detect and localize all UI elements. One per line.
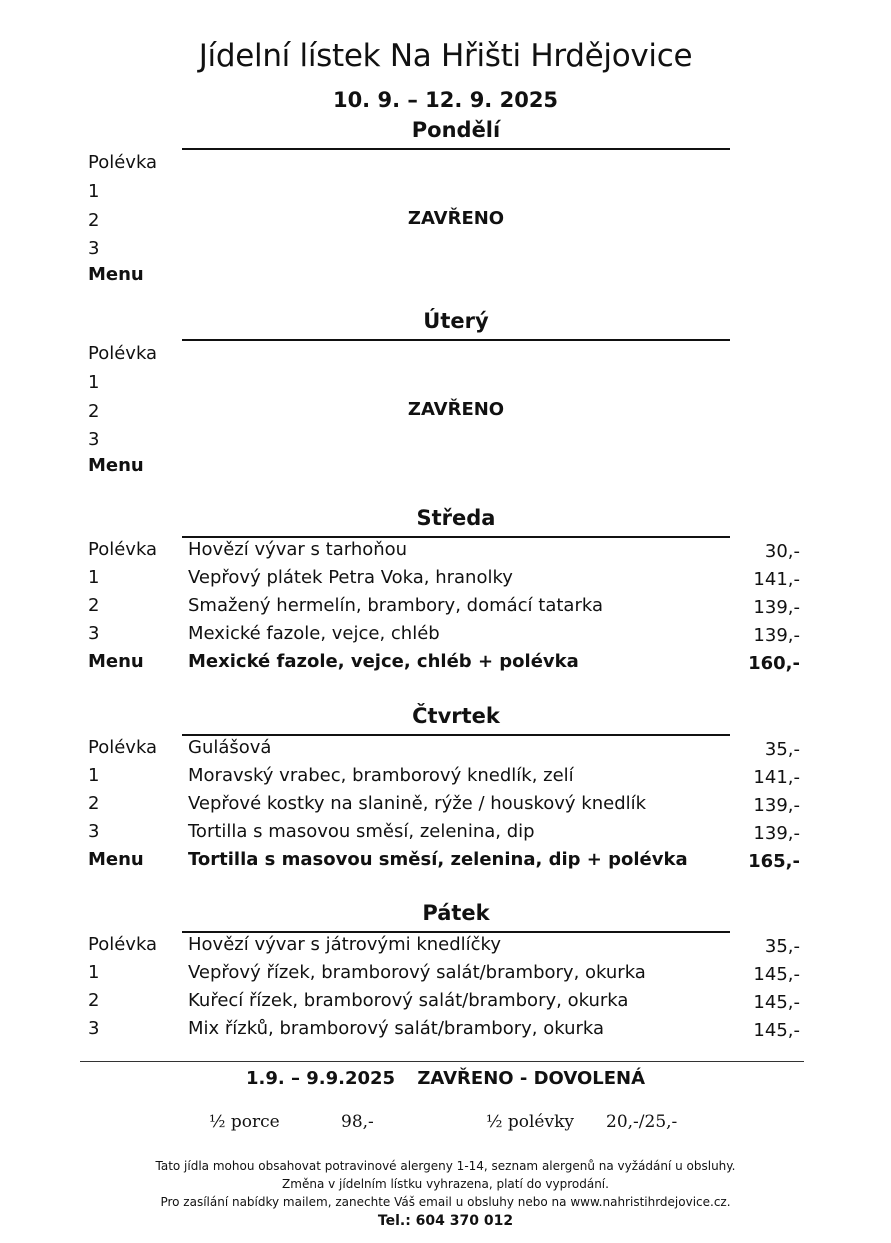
menu-row (88, 152, 800, 180)
dish-name: Tortilla s masovou směsí, zelenina, dip (188, 821, 535, 842)
menu-row (88, 264, 800, 292)
row-label: 1 (88, 567, 100, 588)
row-label: Menu (88, 264, 144, 285)
change-note: Změna v jídelním lístku vyhrazena, platí do vyprodání. (282, 1177, 609, 1191)
menu-row (88, 567, 800, 595)
day-title: Středa (416, 506, 496, 530)
menu-row (88, 821, 800, 849)
dish-name: Vepřový řízek, bramborový salát/brambory, okurka (188, 962, 646, 983)
vacation-text: ZAVŘENO - DOVOLENÁ (417, 1068, 646, 1089)
menu-row (88, 238, 800, 266)
row-label: 1 (88, 181, 100, 202)
menu-row (88, 765, 800, 793)
menu-row (88, 539, 800, 567)
row-label: 3 (88, 1018, 100, 1039)
dish-price: 35,- (764, 936, 800, 957)
row-label: Menu (88, 651, 144, 672)
dish-price: 139,- (753, 823, 800, 844)
menu-row (88, 651, 800, 679)
phone-number: Tel.: 604 370 012 (377, 1213, 514, 1229)
row-label: 1 (88, 962, 100, 983)
menu-row (88, 181, 800, 209)
closed-label: ZAVŘENO (407, 399, 505, 420)
row-label: Polévka (88, 152, 158, 173)
dish-price: 30,- (764, 541, 800, 562)
menu-row (88, 934, 800, 962)
menu-row (88, 623, 800, 651)
half-soup-price: 20,-/25,- (606, 1112, 678, 1132)
row-label: 3 (88, 429, 100, 450)
dish-price: 35,- (764, 739, 800, 760)
dish-name: Gulášová (188, 737, 272, 758)
row-label: 2 (88, 793, 100, 814)
dish-name: Kuřecí řízek, bramborový salát/brambory, okurka (188, 990, 629, 1011)
day-divider (182, 148, 730, 150)
vacation-notice (0, 1068, 891, 1089)
row-label: 1 (88, 765, 100, 786)
closed-label: ZAVŘENO (407, 208, 505, 229)
menu-row (88, 990, 800, 1018)
dish-name: Hovězí vývar s játrovými knedlíčky (188, 934, 501, 955)
menu-row (88, 343, 800, 371)
dish-name: Moravský vrabec, bramborový knedlík, zelí (188, 765, 574, 786)
day-divider (182, 339, 730, 341)
dish-name: Mexické fazole, vejce, chléb (188, 623, 440, 644)
row-label: Menu (88, 455, 144, 476)
menu-row (88, 372, 800, 400)
dish-price: 145,- (753, 1020, 800, 1041)
dish-price: 160,- (748, 653, 800, 674)
menu-row (88, 849, 800, 877)
dish-price: 139,- (753, 597, 800, 618)
row-label: 1 (88, 372, 100, 393)
row-label: 2 (88, 990, 100, 1011)
row-label: 3 (88, 821, 100, 842)
row-label: 2 (88, 210, 100, 231)
dish-price: 165,- (748, 851, 800, 872)
day-divider (182, 931, 730, 933)
menu-row (88, 429, 800, 457)
row-label: Polévka (88, 343, 158, 364)
menu-row (88, 737, 800, 765)
dish-name: Vepřové kostky na slanině, rýže / houskový knedlík (188, 793, 647, 814)
dish-price: 145,- (753, 964, 800, 985)
dish-name: Mexické fazole, vejce, chléb + polévka (188, 651, 579, 672)
half-portion-label: ½ porce (209, 1112, 280, 1132)
page-title: Jídelní lístek Na Hřišti Hrdějovice (198, 38, 693, 74)
email-note: Pro zasílání nabídky mailem, zanechte Váš email u obsluhy nebo na www.nahristihrdejovice.cz. (160, 1195, 731, 1209)
day-divider (182, 536, 730, 538)
vacation-dates: 1.9. – 9.9.2025 (245, 1068, 396, 1089)
row-label: 2 (88, 595, 100, 616)
day-divider (182, 734, 730, 736)
row-label: Polévka (88, 737, 158, 758)
dish-price: 139,- (753, 795, 800, 816)
dish-price: 145,- (753, 992, 800, 1013)
menu-row (88, 1018, 800, 1046)
half-portion-price: 98,- (341, 1112, 374, 1132)
dish-name: Hovězí vývar s tarhoňou (188, 539, 408, 560)
allergen-note: Tato jídla mohou obsahovat potravinové alergeny 1-14, seznam alergenů na vyžádání u obsluhy. (155, 1159, 736, 1173)
menu-row (88, 793, 800, 821)
dish-name: Mix řízků, bramborový salát/brambory, okurka (188, 1018, 605, 1039)
day-title: Pondělí (411, 118, 501, 142)
row-label: 2 (88, 401, 100, 422)
date-range: 10. 9. – 12. 9. 2025 (332, 88, 559, 112)
row-label: Polévka (88, 934, 158, 955)
row-label: Menu (88, 849, 144, 870)
day-title: Úterý (423, 309, 489, 333)
dish-price: 139,- (753, 625, 800, 646)
row-label: 3 (88, 623, 100, 644)
day-title: Čtvrtek (412, 704, 500, 728)
row-label: 3 (88, 238, 100, 259)
dish-price: 141,- (753, 569, 800, 590)
row-label: Polévka (88, 539, 158, 560)
menu-row (88, 455, 800, 483)
dish-price: 141,- (753, 767, 800, 788)
dish-name: Vepřový plátek Petra Voka, hranolky (188, 567, 513, 588)
menu-row (88, 962, 800, 990)
dish-name: Tortilla s masovou směsí, zelenina, dip + polévka (188, 849, 688, 870)
half-soup-label: ½ polévky (486, 1112, 575, 1132)
day-title: Pátek (422, 901, 490, 925)
dish-name: Smažený hermelín, brambory, domácí tatarka (188, 595, 603, 616)
footer-divider (80, 1061, 804, 1062)
menu-row (88, 595, 800, 623)
